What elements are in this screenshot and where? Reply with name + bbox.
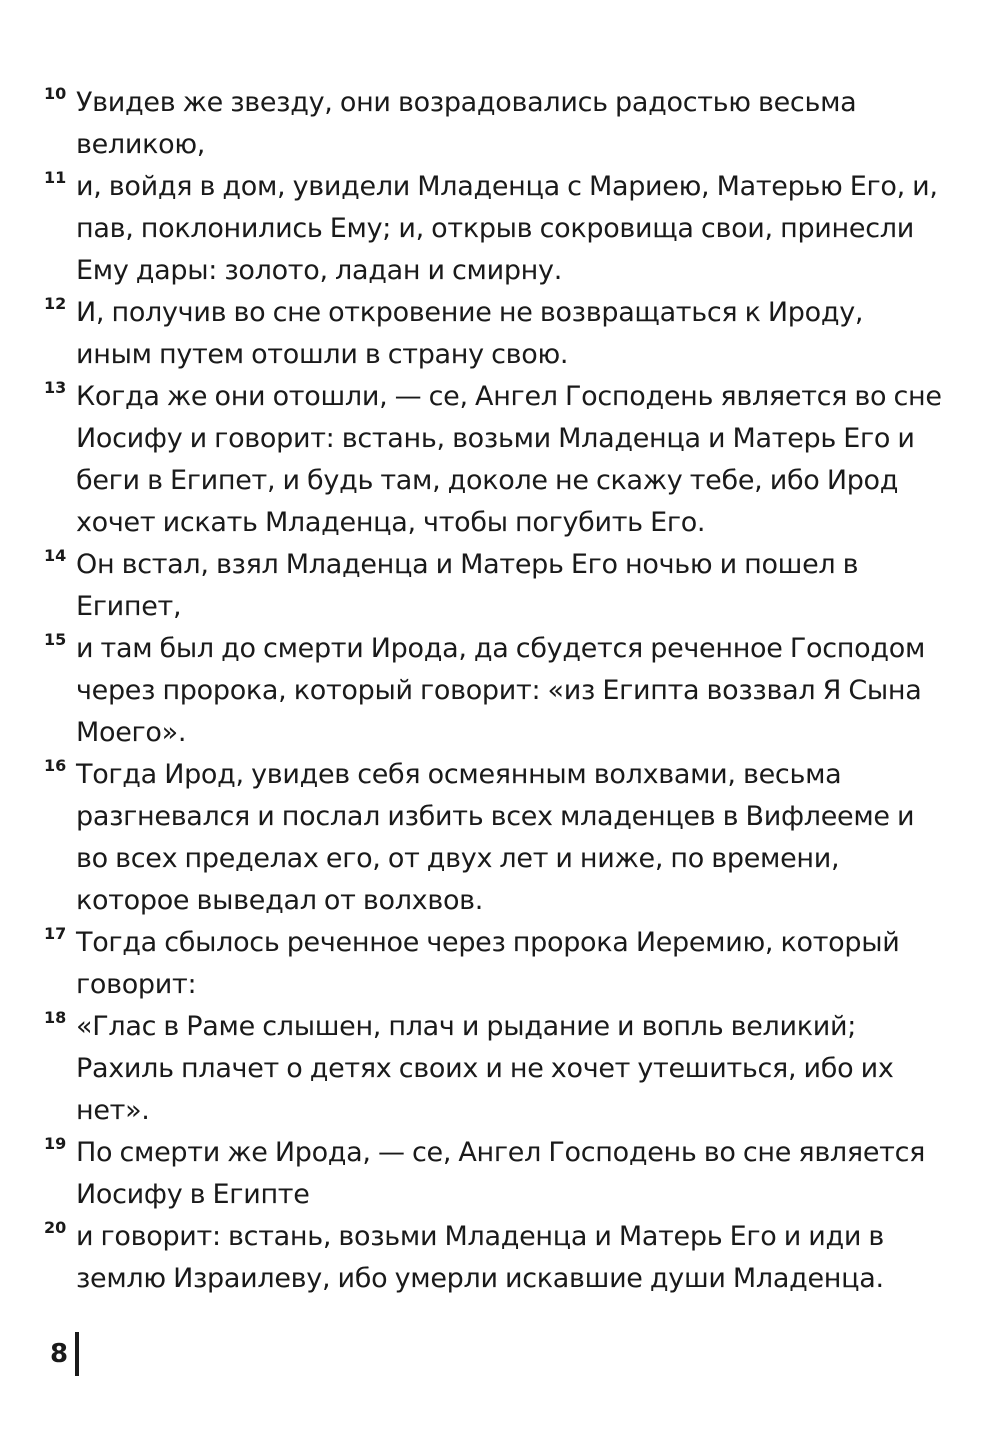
verse-number: 11 [44,168,67,187]
verse-20 [44,1216,944,1300]
verse-number: 10 [44,84,67,103]
verse-text: и говорит: встань, возьми Младенца и Матерь Его и иди в землю Израилеву, ибо умерли искавшие души Младенца. [76,1221,885,1294]
verse-text: «Глас в Раме слышен, плач и рыдание и вопль великий; Рахиль плачет о детях своих и не хочет утешиться, ибо их нет». [76,1011,894,1126]
verse-18 [44,1006,944,1132]
verse-number: 13 [44,378,67,397]
verse-19 [44,1132,944,1216]
page-number: 8 [50,1339,69,1369]
verse-text: и там был до смерти Ирода, да сбудется реченное Господом через пророка, который говорит: «из Египта воззвал Я Сына Моего». [76,633,926,748]
verse-number: 15 [44,630,67,649]
verse-number: 20 [44,1218,67,1237]
verse-text: и, войдя в дом, увидели Младенца с Мариею, Матерью Его, и, пав, поклонились Ему; и, открыв сокровища свои, принесли Ему дары: золото, ладан и смирну. [76,171,938,286]
verse-text: Тогда Ирод, увидев себя осмеянным волхвами, весьма разгневался и послал избить всех младенцев в Вифлееме и во всех пределах его, от двух лет и ниже, по времени, которое выведал от волхвов. [76,759,915,916]
verse-number: 12 [44,294,67,313]
verse-number: 14 [44,546,67,565]
verse-text: Он встал, взял Младенца и Матерь Его ночью и пошел в Египет, [76,549,859,622]
verse-text: Когда же они отошли, — се, Ангел Господень является во сне Иосифу и говорит: встань, возьми Младенца и Матерь Его и беги в Египет, и будь там, доколе не скажу тебе, ибо Ирод хочет искать Младенца, чтобы погубить Его. [76,381,942,538]
verse-number: 16 [44,756,67,775]
verse-16 [44,754,944,922]
verse-list [44,82,944,1300]
verse-10 [44,82,944,166]
verse-number: 18 [44,1008,67,1027]
page-footer [50,1332,79,1376]
verse-text: Увидев же звезду, они возрадовались радостью весьма великою, [76,87,857,160]
verse-text: По смерти же Ирода, — се, Ангел Господень во сне является Иосифу в Египте [76,1137,926,1210]
verse-number: 17 [44,924,67,943]
verse-12 [44,292,944,376]
verse-text: И, получив во сне откровение не возвращаться к Ироду, иным путем отошли в страну свою. [76,297,864,370]
verse-text: Тогда сбылось реченное через пророка Иеремию, который говорит: [76,927,900,1000]
verse-14 [44,544,944,628]
verse-17 [44,922,944,1006]
page-number-rule [75,1332,79,1376]
verse-number: 19 [44,1134,67,1153]
verse-15 [44,628,944,754]
verse-13 [44,376,944,544]
verse-11 [44,166,944,292]
